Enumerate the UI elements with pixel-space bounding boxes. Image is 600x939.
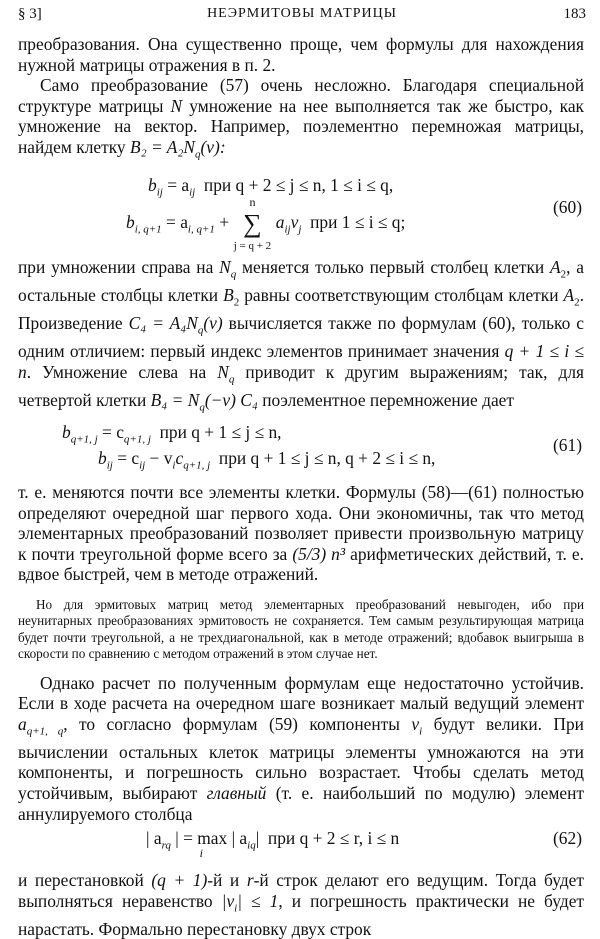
small-print-note: Но для эрмитовых матриц метод элементарных преобразований невыгоден, ибо при неунитарных преобразованиях эрмитовость не сохраняется. Тем самым результирующая матрица будет почти треугольной, а не трехдиагональной, как в методе отражений; вдобавок выигрыша в скорости по сравнению с методом отражений в этом случае нет. bbox=[18, 596, 584, 662]
running-header bbox=[18, 4, 586, 28]
summation-sign: n ∑ j = q + 2 bbox=[233, 195, 272, 253]
formula-62-line: | $a_{rq}$ | = max i | $a_{iq}|$ при q + 2 ≤ r, i ≤ n bbox=[146, 828, 400, 861]
paragraph-2: Само преобразование (57) очень несложно. Благодаря специальной структуре матрицы N умножение на нее выполняется так же быстро, как умножение на вектор. Например, поэлементно перемножая матрицы, найдем клетку $B_2 = A_2N_q(v)$: bbox=[18, 75, 584, 161]
formula-61-line-2: $b_{ij} = c_{ij} - v_ic_{q+1, j}$ при q + 1 ≤ j ≤ n, q + 2 ≤ i ≤ n, bbox=[98, 447, 436, 472]
page-number: 183 bbox=[563, 6, 586, 22]
formula-61-line-1: $b_{q+1, j} = c_{q+1, j}$ при q + 1 ≤ j ≤ n, bbox=[62, 421, 282, 446]
max-operator: | = max i bbox=[175, 828, 228, 861]
equation-number-62: (62) bbox=[553, 828, 582, 849]
formula-61 bbox=[18, 418, 584, 478]
formula-60 bbox=[18, 165, 584, 251]
paragraph-4: т. е. меняются почти все элементы клетки. Формулы (58)—(61) полностью определяют очередной шаг первого хода. Они экономичны, так что метод элементарных преобразований позволяет привести произвольную матрицу к почти треугольной форме всего за (5/3) n³ арифметических действий, т. е. вдвое быстрей, чем в методе отражений. bbox=[18, 481, 585, 585]
formula-60-line-1: $b_{ij} = a_{ij}$ при q + 2 ≤ j ≤ n, 1 ≤ i ≤ q, bbox=[148, 175, 394, 199]
paragraph-1: преобразования. Она существенно проще, чем формулы для нахождения нужной матрицы отражения в п. 2. bbox=[18, 34, 584, 75]
formula-62 bbox=[18, 824, 584, 870]
formula-60-line-2: $b_{i, q+1} = a_{i, q+1}$ + n ∑ j = q + 2 $a_{ij}v_j$ при 1 ≤ i ≤ q; bbox=[126, 195, 406, 253]
equation-number-61: (61) bbox=[553, 434, 582, 455]
paragraph-6: и перестановкой (q + 1)-й и r-й строк делают его ведущим. Тогда будет выполняться неравенство $|v_i| \le 1$, и погрешность практически не будет нарастать. Формально перестановку двух строк bbox=[18, 870, 585, 939]
paragraph-5: Однако расчет по полученным формулам еще недостаточно устойчив. Если в ходе расчета на очередном шаге возникает малый ведущий элемент $a_{q+1, q}$, то согласно формулам (59) компоненты $v_i$ будут велики. При вычислении остальных клеток матрицы элементы умножаются на эти компоненты, и погрешность сильно возрастает. Чтобы сделать метод устойчивым, выбирают главный (т. е. наибольший по модулю) элемент аннулируемого столбца bbox=[18, 672, 584, 824]
running-title: НЕЭРМИТОВЫ МАТРИЦЫ bbox=[207, 6, 397, 21]
section-marker: § 3] bbox=[18, 6, 42, 22]
equation-number-60: (60) bbox=[553, 197, 582, 218]
paragraph-3: при умножении справа на $N_q$ меняется только первый столбец клетки $A_2$, а остальные столбцы клетки $B_2$ равны соответствующим столбцам клетки $A_2$. Произведение $C_4 = A_4N_q(v)$ вычисляется также по формулам (60), только с одним отличием: первый индекс элементов принимает значения q + 1 ≤ i ≤ n. Умножение слева на $N_q$ приводит к другим выражениям; так, для четвертой клетки $B_4 = N_q(-v)$ C₄ поэлементное перемножение дает bbox=[18, 257, 585, 414]
page-body bbox=[18, 34, 584, 939]
